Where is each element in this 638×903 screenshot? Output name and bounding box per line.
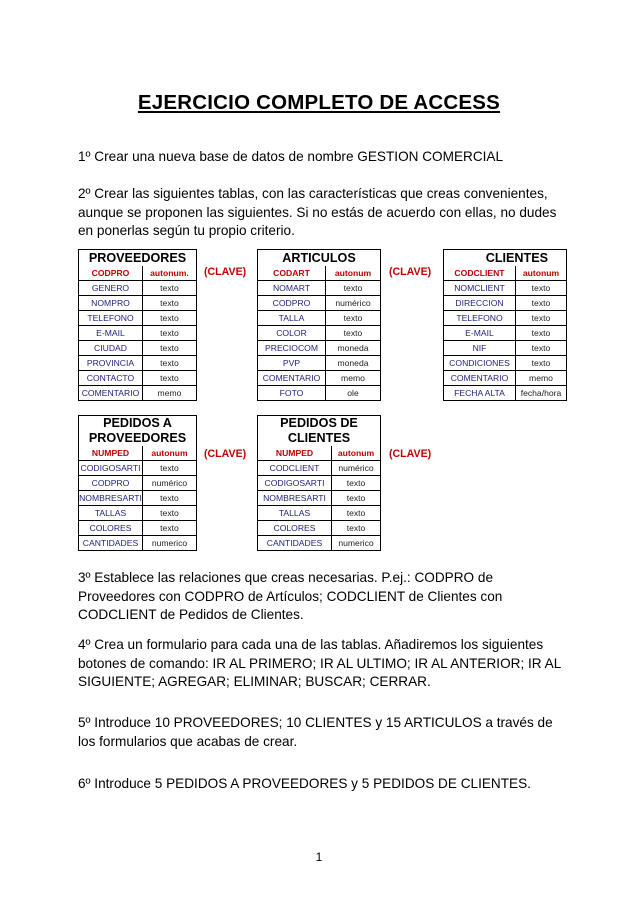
field-type: texto — [143, 356, 197, 371]
step-1-text: 1º Crear una nueva base de datos de nombre GESTION COMERCIAL — [78, 149, 504, 164]
key-field-name: CODCLIENT — [444, 266, 516, 281]
field-name: TELEFONO — [79, 311, 143, 326]
field-type: texto — [332, 491, 381, 506]
field-name: NOMCLIENT — [444, 281, 516, 296]
field-type: texto — [143, 296, 197, 311]
field-name: CODCLIENT — [258, 461, 332, 476]
field-name: CIUDAD — [79, 341, 143, 356]
table-title: ARTICULOS — [258, 250, 381, 267]
step-4-text: 4º Crea un formulario para cada una de las tablas. Añadiremos los siguientes botones de comando: IR AL PRIMERO; IR AL ULTIMO; IR AL ANTERIOR; IR AL SIGUIENTE; AGREGAR; ELIMINAR; BUSCAR; CERRAR. — [78, 637, 561, 689]
field-name: TALLAS — [79, 506, 143, 521]
field-type: texto — [143, 341, 197, 356]
field-type: texto — [143, 326, 197, 341]
field-type: texto — [143, 461, 197, 476]
field-name: NIF — [444, 341, 516, 356]
page-number: 1 — [315, 850, 323, 864]
table-proveedores — [78, 249, 197, 401]
field-name: CONTACTO — [79, 371, 143, 386]
clave-label: (CLAVE) — [389, 448, 432, 460]
field-name: E-MAIL — [79, 326, 143, 341]
field-name: COLORES — [258, 521, 332, 536]
step-2-text: 2º Crear las siguientes tablas, con las características que creas convenientes, aunque se proponen las siguientes. Si no estás de acuerdo con ellas, no dudes en ponerlas según tu propio criterio. — [78, 186, 557, 238]
field-type: numerico — [143, 536, 197, 551]
field-name: CODPRO — [79, 476, 143, 491]
key-field-name: CODART — [258, 266, 326, 281]
field-name: CANTIDADES — [79, 536, 143, 551]
field-type: texto — [516, 341, 567, 356]
key-field-type: autonum. — [143, 266, 197, 281]
table-title: PROVEEDORES — [79, 250, 197, 267]
step-3-text: 3º Establece las relaciones que creas necesarias. P.ej.: CODPRO de Proveedores con CODPRO de Artículos; CODCLIENT de Clientes con CODCLIENT de Pedidos de Clientes. — [78, 570, 503, 622]
field-type: numerico — [332, 536, 381, 551]
field-name: NOMART — [258, 281, 326, 296]
table-pedidos-proveedores — [78, 415, 197, 551]
field-type: texto — [326, 281, 381, 296]
key-field-type: autonum — [326, 266, 381, 281]
field-type: memo — [516, 371, 567, 386]
field-type: texto — [143, 311, 197, 326]
field-type: texto — [516, 281, 567, 296]
field-name: NOMBRESARTI — [79, 491, 143, 506]
field-name: CODIGOSARTI — [258, 476, 332, 491]
field-type: texto — [326, 311, 381, 326]
field-name: NOMBRESARTI — [258, 491, 332, 506]
key-field-type: autonum — [143, 446, 197, 461]
field-name: PROVINCIA — [79, 356, 143, 371]
field-type: texto — [143, 491, 197, 506]
table-title: PEDIDOS A PROVEEDORES — [79, 416, 197, 447]
field-type: moneda — [326, 356, 381, 371]
field-type: memo — [143, 386, 197, 401]
field-name: CANTIDADES — [258, 536, 332, 551]
field-type: texto — [326, 326, 381, 341]
field-type: texto — [516, 311, 567, 326]
field-type: texto — [143, 521, 197, 536]
field-name: COMENTARIO — [258, 371, 326, 386]
field-name: COLOR — [258, 326, 326, 341]
key-field-name: CODPRO — [79, 266, 143, 281]
field-name: E-MAIL — [444, 326, 516, 341]
step-5-text: 5º Introduce 10 PROVEEDORES; 10 CLIENTES y 15 ARTICULOS a través de los formularios que acabas de crear. — [78, 715, 553, 749]
field-type: texto — [332, 521, 381, 536]
table-title: PEDIDOS DE CLIENTES — [258, 416, 381, 447]
clave-label: (CLAVE) — [389, 266, 432, 278]
field-name: CODPRO — [258, 296, 326, 311]
field-type: texto — [332, 476, 381, 491]
field-name: PRECIOCOM — [258, 341, 326, 356]
field-type: moneda — [326, 341, 381, 356]
field-name: COMENTARIO — [79, 386, 143, 401]
field-name: COLORES — [79, 521, 143, 536]
field-type: numérico — [326, 296, 381, 311]
field-type: ole — [326, 386, 381, 401]
step-6-text: 6º Introduce 5 PEDIDOS A PROVEEDORES y 5 PEDIDOS DE CLIENTES. — [78, 776, 531, 791]
field-name: COMENTARIO — [444, 371, 516, 386]
field-type: texto — [516, 296, 567, 311]
field-name: DIRECCION — [444, 296, 516, 311]
field-type: texto — [332, 506, 381, 521]
field-type: memo — [326, 371, 381, 386]
field-name: TALLA — [258, 311, 326, 326]
field-type: texto — [143, 371, 197, 386]
key-field-name: NUMPED — [79, 446, 143, 461]
key-field-type: autonum — [332, 446, 381, 461]
field-name: FOTO — [258, 386, 326, 401]
field-type: texto — [143, 281, 197, 296]
field-type: numérico — [332, 461, 381, 476]
table-pedidos-clientes — [257, 415, 381, 551]
field-name: NOMPRO — [79, 296, 143, 311]
field-name: CODIGOSARTI — [79, 461, 143, 476]
clave-label: (CLAVE) — [204, 266, 247, 278]
field-type: numérico — [143, 476, 197, 491]
table-title: CLIENTES — [444, 250, 567, 267]
field-name: TALLAS — [258, 506, 332, 521]
field-type: texto — [516, 326, 567, 341]
table-clientes — [443, 249, 567, 401]
table-articulos — [257, 249, 381, 401]
field-name: FECHA ALTA — [444, 386, 516, 401]
field-type: texto — [143, 506, 197, 521]
field-type: fecha/hora — [516, 386, 567, 401]
field-name: CONDICIONES — [444, 356, 516, 371]
key-field-type: autonum — [516, 266, 567, 281]
key-field-name: NUMPED — [258, 446, 332, 461]
clave-label: (CLAVE) — [204, 448, 247, 460]
field-name: PVP — [258, 356, 326, 371]
field-type: texto — [516, 356, 567, 371]
field-name: GENERO — [79, 281, 143, 296]
field-name: TELEFONO — [444, 311, 516, 326]
page-title: EJERCICIO COMPLETO DE ACCESS — [137, 91, 501, 114]
